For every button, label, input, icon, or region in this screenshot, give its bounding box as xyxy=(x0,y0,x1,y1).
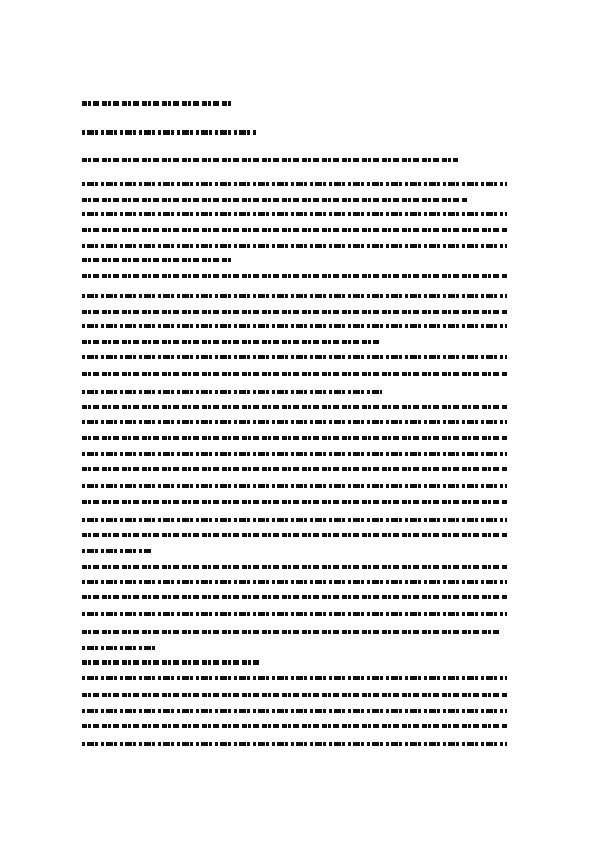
text-line xyxy=(82,228,507,232)
text-line xyxy=(82,500,507,504)
text-line xyxy=(82,484,507,488)
text-line xyxy=(82,390,382,394)
text-line xyxy=(82,372,507,376)
text-line xyxy=(82,158,458,162)
section-heading-line xyxy=(82,660,262,665)
text-line xyxy=(82,198,467,202)
text-line xyxy=(82,612,507,616)
text-line xyxy=(82,274,507,278)
text-line xyxy=(82,310,507,314)
text-line xyxy=(82,340,382,344)
text-line xyxy=(82,676,507,680)
text-line xyxy=(82,709,507,713)
text-line xyxy=(82,646,157,650)
text-line xyxy=(82,405,507,409)
text-line xyxy=(82,182,507,186)
text-line xyxy=(82,436,507,440)
text-line xyxy=(82,549,152,553)
text-line xyxy=(82,452,507,456)
text-line xyxy=(82,693,507,697)
text-line xyxy=(82,580,507,584)
document-header-line xyxy=(82,101,232,106)
text-line xyxy=(82,355,507,359)
text-line xyxy=(82,294,507,298)
text-line xyxy=(82,533,507,537)
text-line xyxy=(82,420,507,424)
text-line xyxy=(82,467,507,471)
text-line xyxy=(82,258,232,262)
text-line xyxy=(82,244,507,248)
text-line xyxy=(82,518,507,522)
text-line xyxy=(82,212,507,216)
text-line xyxy=(82,724,507,728)
text-line xyxy=(82,324,507,328)
text-line xyxy=(82,630,502,634)
text-line xyxy=(82,595,507,599)
text-line xyxy=(82,742,507,746)
document-subheader-line xyxy=(82,130,257,135)
text-line xyxy=(82,565,507,569)
